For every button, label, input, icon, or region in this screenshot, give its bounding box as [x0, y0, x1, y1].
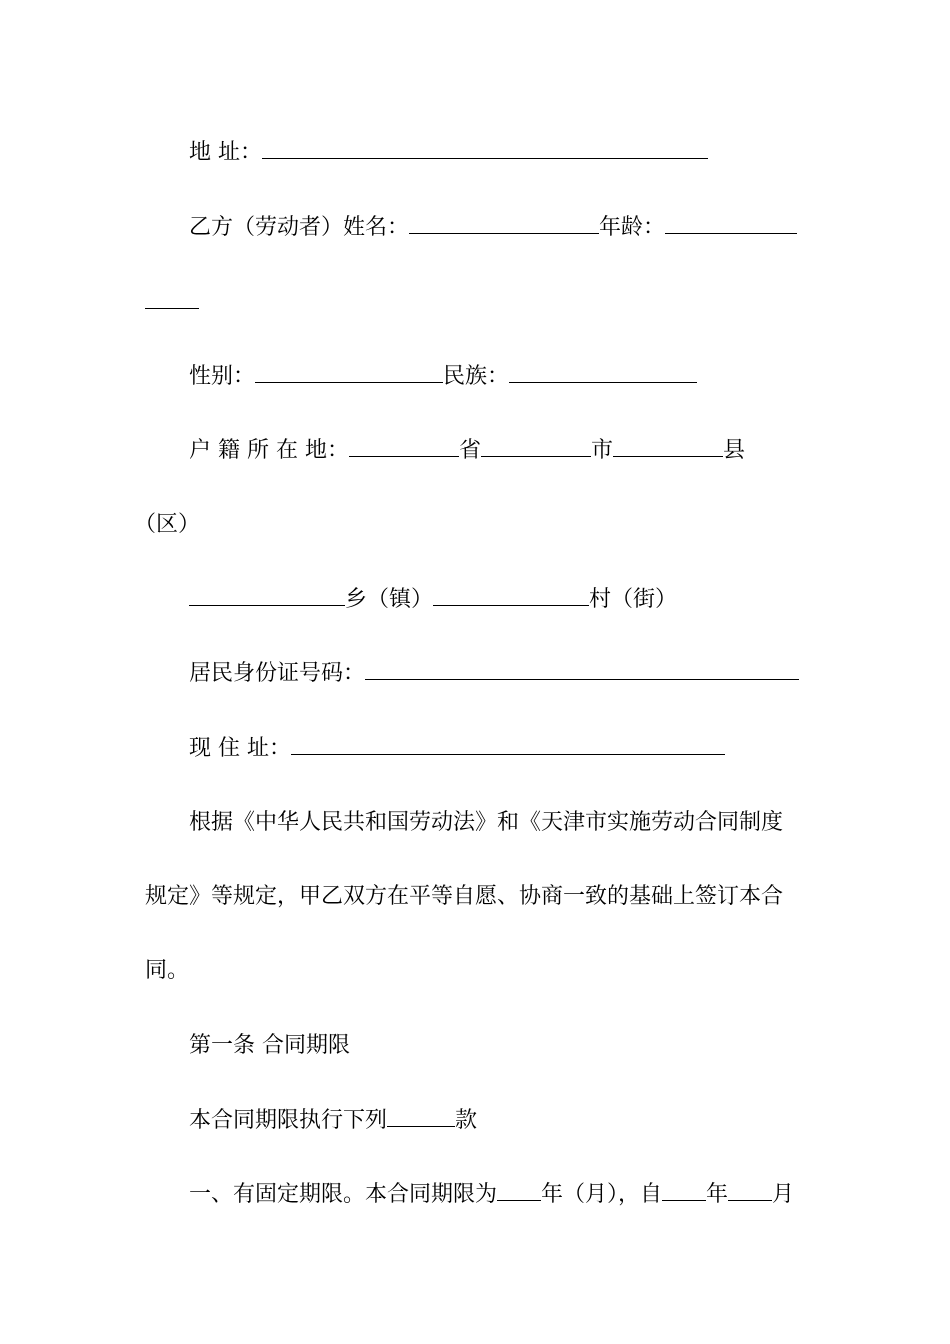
ethnicity-blank: [509, 364, 697, 383]
id-number-line: [0, 659, 950, 689]
month-label: 月: [772, 1182, 795, 1207]
party-b-name-line: [0, 213, 950, 243]
county-label: 县: [723, 438, 746, 463]
age-continuation-line: [0, 288, 950, 318]
id-number-blank: [365, 661, 799, 680]
party-b-name-label: 乙方（劳动者）姓名：: [189, 215, 410, 240]
village-label: 村（街）: [589, 587, 678, 612]
clause-blank: [387, 1108, 455, 1127]
province-blank: [349, 438, 459, 457]
term-clause-text: 本合同期限执行下列: [189, 1108, 388, 1133]
paragraph-text: 同。: [145, 958, 190, 983]
address-blank: [262, 140, 708, 159]
county-blank: [613, 438, 723, 457]
age-blank: [665, 215, 797, 234]
district-line: [0, 510, 950, 540]
year-label: 年: [706, 1182, 729, 1207]
paragraph-line: [0, 956, 950, 986]
paragraph-text: 规定》等规定，甲乙双方在平等自愿、协商一致的基础上签订本合: [145, 884, 784, 909]
age-blank-continued: [145, 290, 199, 309]
gender-label: 性别：: [189, 364, 256, 389]
article-heading: [0, 1031, 950, 1061]
paragraph-text: 根据《中华人民共和国劳动法》和《天津市实施劳动合同制度: [189, 810, 784, 835]
address-label: 地 址：: [189, 140, 262, 165]
current-address-blank: [291, 736, 725, 755]
district-label: （区）: [134, 512, 201, 537]
township-blank: [189, 587, 345, 606]
city-blank: [481, 438, 591, 457]
start-month-blank: [728, 1182, 772, 1201]
fixed-term-unit: 年（月），自: [541, 1182, 663, 1207]
age-label: 年龄：: [599, 215, 666, 240]
start-year-blank: [662, 1182, 706, 1201]
village-blank: [433, 587, 589, 606]
term-length-blank: [497, 1182, 541, 1201]
current-address-label: 现 住 址：: [189, 736, 291, 761]
current-address-line: [0, 734, 950, 764]
gender-blank: [255, 364, 443, 383]
id-number-label: 居民身份证号码：: [189, 661, 366, 686]
fixed-term-text: 一、有固定期限。本合同期限为: [189, 1182, 498, 1207]
name-blank: [409, 215, 599, 234]
address-line: [0, 138, 950, 168]
city-label: 市: [591, 438, 614, 463]
township-label: 乡（镇）: [345, 587, 434, 612]
hukou-line: [0, 436, 950, 466]
fixed-term-line: [0, 1180, 950, 1210]
hukou-label: 户 籍 所 在 地：: [189, 438, 349, 463]
township-line: [0, 585, 950, 615]
gender-line: [0, 362, 950, 392]
term-clause-line: [0, 1106, 950, 1136]
province-label: 省: [458, 438, 481, 463]
term-clause-suffix: 款: [455, 1108, 478, 1133]
paragraph-line: [0, 808, 950, 838]
article-title: 第一条 合同期限: [189, 1033, 350, 1058]
ethnicity-label: 民族：: [443, 364, 510, 389]
paragraph-line: [0, 882, 950, 912]
